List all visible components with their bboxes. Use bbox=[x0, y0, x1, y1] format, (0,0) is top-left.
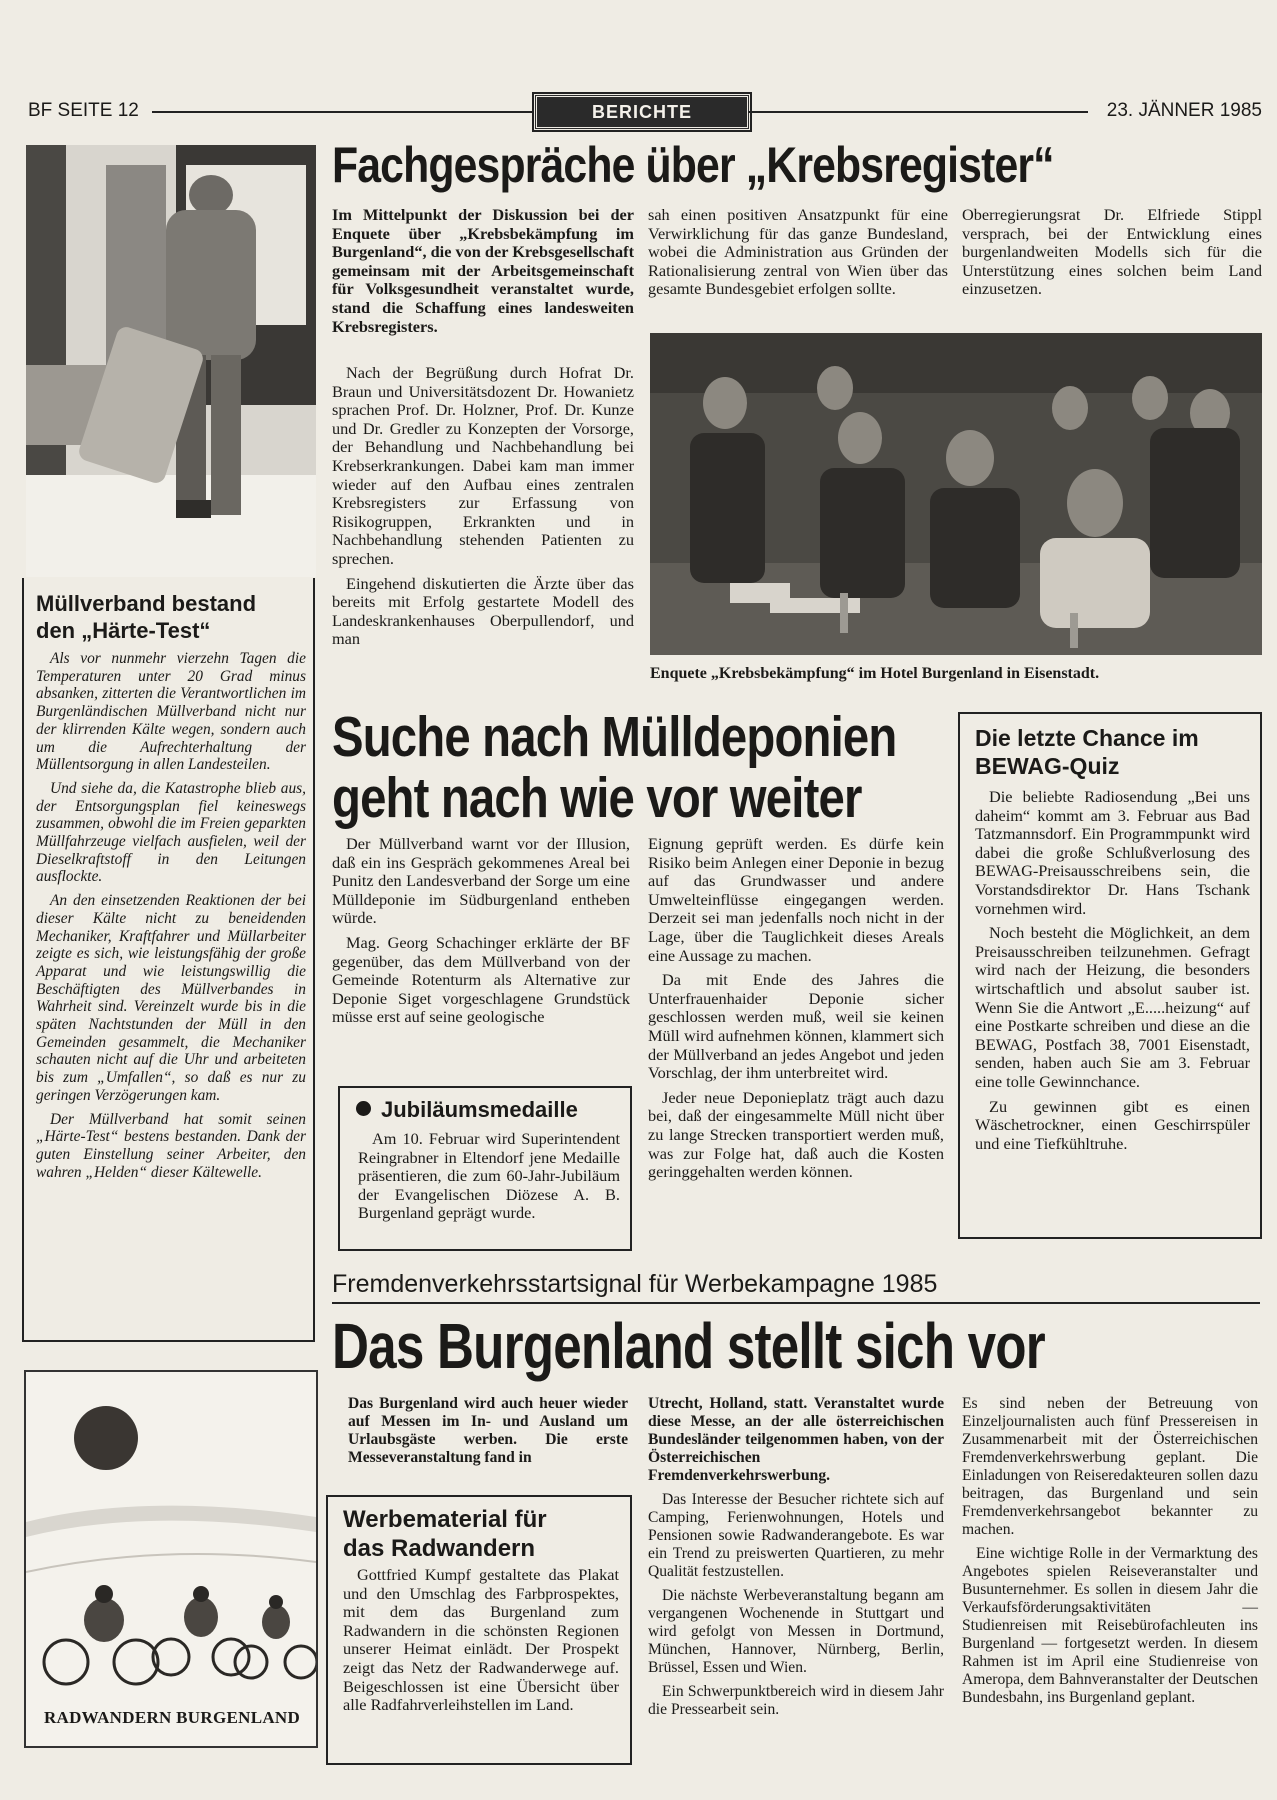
krebs-body-col3: Oberregierungsrat Dr. Elfriede Stippl versprach, bei der Entwicklung eines burgenlandweiten Modells sich für die Unterstützung eines solchen beim Land einzusetzen. bbox=[962, 205, 1262, 299]
deponie-paragraph: Mag. Georg Schachinger erklärte der BF gegenüber, das dem Müllverband von der Gemeinde Rotenturm als Alternative zur Deponie Siget vorgeschlagene Grundstück müsse erst auf seine geologische bbox=[332, 932, 630, 1027]
man-with-bin-illustration bbox=[26, 145, 316, 577]
radwandern-poster bbox=[24, 1370, 318, 1748]
muellverband-paragraph: Als vor nunmehr vierzehn Tagen die Temperaturen unter 20 Grad minus absanken, zitterten die Verantwortlichen im Burgenländischen Müllverband nicht nur der klirrenden Kälte wegen, sondern auch um die Aufrechterhaltung der Müllentsorgung in allen Landesteilen. bbox=[36, 650, 306, 774]
photo-enquete bbox=[650, 333, 1262, 655]
muellverband-headline: Müllverband bestand den „Härte-Test“ bbox=[36, 591, 257, 643]
burgenland-paragraph: Ein Schwerpunktbereich wird in diesem Jahr die Pressearbeit sein. bbox=[648, 1683, 944, 1718]
enquete-caption: Enquete „Krebsbekämpfung“ im Hotel Burgenland in Eisenstadt. bbox=[650, 665, 1100, 682]
krebs-body-col1 bbox=[332, 364, 634, 655]
deponie-paragraph: Da mit Ende des Jahres die Unterfrauenhaider Deponie sicher geschlossen werden muß, weil sie keinen Müll wird aufnehmen können, klammert sich der Müllverband an jedes Angebot und jeden Vorschlag, der ihm unterbreitet wird. bbox=[648, 970, 944, 1083]
jubilaeum-headline: Jubiläumsmedaille bbox=[381, 1097, 578, 1122]
header-rule-left bbox=[152, 111, 532, 113]
conference-audience-illustration bbox=[650, 333, 1262, 655]
page-number: BF SEITE 12 bbox=[28, 100, 139, 121]
krebs-lead: Im Mittelpunkt der Diskussion bei der Enquete über „Krebsbekämpfung im Burgenland“, die von der Krebsgesellschaft gemeinsam mit der Arbeitsgemeinschaft für Volksgesundheit veranstaltet wurde, stand die Schaffung eines landesweiten Krebsregisters. bbox=[332, 205, 634, 336]
bewag-paragraph: Zu gewinnen gibt es einen Wäschetrockner, einen Geschirrspüler und eine Tiefkühltruhe. bbox=[975, 1096, 1250, 1153]
radwandern-headline: Werbematerial für das Radwandern bbox=[343, 1506, 547, 1562]
burgenland-paragraph: Es sind neben der Betreuung von Einzeljournalisten auch fünf Pressereisen in Zusammenarbeit mit der Österreichischen Fremdenverkehrswerbung geplant. Die Einladungen von Reiseredakteuren sollen dazu beitragen, das Burgenland und sein Fremdenverkehrsangebot bekannter zu machen. bbox=[962, 1395, 1258, 1538]
issue-date: 23. JÄNNER 1985 bbox=[1106, 100, 1262, 121]
bewag-paragraph: Die beliebte Radiosendung „Bei uns daheim“ kommt am 3. Februar aus Bad Tatzmannsdorf. Ein Programmpunkt wird dabei die große Schlußverlosung des BEWAG-Preisausschreibens sein, die Vorstandsdirektor Dr. Hans Tschank vornehmen wird. bbox=[975, 787, 1250, 918]
krebs-paragraph: Eingehend diskutierten die Ärzte über das bereits mit Erfolg gestartete Modell des Landeskrankenhauses Oberpullendorf, und man bbox=[332, 573, 634, 649]
deponie-paragraph: Der Müllverband warnt vor der Illusion, daß ein ins Gespräch gekommenes Areal bei Punitz den Landesverband der Sorge um eine Mülldeponie im Südburgenland entheben würde. bbox=[332, 834, 630, 928]
burgenland-paragraph: Das Interesse der Besucher richtete sich auf Camping, Ferienwohnungen, Hotels und Pensionen sowie Radwanderangebote. Es war ein Trend zu preiswerten Quartieren, zu mehr Qualität festzustellen. bbox=[648, 1491, 944, 1580]
muellverband-paragraph: An den einsetzenden Reaktionen der bei dieser Kälte nicht zu beneidenden Mechaniker, Kraftfahrer und Müllarbeiter zeigte es sich, wie leistungsfähig der große Apparat und wie leistungswillig die Beschäftigten des Müllverbandes in Wahrheit sind. Vereinzelt wurde bis in die späten Nachtstunden der Müll in den Gemeinden gesammelt, die Mechaniker schauten nicht auf die Uhr und arbeiteten bis zum „Umfallen“, so daß es nur zu geringen Verzögerungen kam. bbox=[36, 892, 306, 1104]
muellverband-paragraph: Der Müllverband hat somit seinen „Härte-Test“ bestens bestanden. Dank der guten Einstellung seiner Arbeiter, den wahren „Helden“ dieser Kältewelle. bbox=[36, 1110, 306, 1181]
muellverband-body bbox=[36, 650, 306, 1187]
jubilaeum-body: Am 10. Februar wird Superintendent Reingrabner in Eltendorf jene Medaille präsentieren, die zum 60-Jahr-Jubiläum der Evangelischen Diözese A. B. Burgenland geprägt wurde. bbox=[358, 1129, 620, 1223]
deponie-headline-line2: geht nach wie vor weiter bbox=[332, 766, 862, 830]
burgenland-paragraph: Utrecht, Holland, statt. Veranstaltet wurde diese Messe, an der alle österreichischen Bundesländer teilgenommen haben, von der Österreichischen Fremdenverkehrswerbung. bbox=[648, 1395, 944, 1484]
bewag-headline: Die letzte Chance im BEWAG-Quiz bbox=[975, 725, 1199, 779]
burgenland-headline: Das Burgenland stellt sich vor bbox=[332, 1310, 1045, 1382]
muellverband-paragraph: Und siehe da, die Katastrophe blieb aus, der Entsorgungsplan fiel keineswegs zusammen, obwohl die im Freien geparkten Müllfahrzeuge vielfach ausfielen, weil der Dieselkraftstoff in den Leitungen ausflockte. bbox=[36, 779, 306, 886]
deponie-body-col2 bbox=[648, 835, 944, 1188]
photo-muellarbeiter bbox=[26, 145, 316, 577]
krebs-headline: Fachgespräche über „Krebsregister“ bbox=[332, 137, 1054, 193]
bewag-body bbox=[975, 788, 1250, 1159]
burgenland-body-col2 bbox=[648, 1395, 944, 1725]
burgenland-kicker: Fremdenverkehrsstartsignal für Werbekampagne 1985 bbox=[332, 1270, 938, 1298]
krebs-paragraph: Nach der Begrüßung durch Hofrat Dr. Braun und Universitätsdozent Dr. Howanietz sprachen Prof. Dr. Holzner, Prof. Dr. Kunze und Dr. Gredler zu Konzepten der Vorsorge, der Behandlung und Nachbehandlung bei Krebserkrankungen. Dabei kam man immer wieder auf den Aufbau eines zentralen Krebsregisters zur Erfassung von Risikogruppen, Erkrankten und in Nachbehandlung stehenden Patienten zu sprechen. bbox=[332, 363, 634, 568]
burgenland-paragraph: Die nächste Werbeveranstaltung begann am vergangenen Wochenende in Stuttgart und wird gefolgt von Messen in Dortmund, München, Hannover, Nürnberg, Berlin, Brüssel, Essen und Wien. bbox=[648, 1587, 944, 1676]
section-label: BERICHTE bbox=[534, 94, 750, 130]
burgenland-body-col3 bbox=[962, 1395, 1258, 1713]
krebs-body-col2: sah einen positiven Ansatzpunkt für eine Verwirklichung für das ganze Bundesland, wobei die Administration aus Gründen der Rationalisierung zentral von Wien über das gesamte Bundesgebiet erfolgen sollte. bbox=[648, 205, 948, 299]
bullet-icon bbox=[356, 1101, 371, 1116]
deponie-body-col1 bbox=[332, 835, 630, 1033]
radwandern-body: Gottfried Kumpf gestaltete das Plakat und den Umschlag des Farbprospektes, mit dem das Burgenland zum Radwandern in die schönsten Regionen unserer Heimat einlädt. Der Prospekt zeigt das Netz der Radwanderwege auf. Beigeschlossen ist eine Übersicht über alle Radfahrverleihstellen im Land. bbox=[343, 1565, 619, 1715]
jubilaeum-headline-row bbox=[356, 1097, 578, 1123]
poster-caption: RADWANDERN BURGENLAND bbox=[43, 1708, 301, 1727]
bewag-paragraph: Noch besteht die Möglichkeit, an dem Preisausschreiben teilzunehmen. Gefragt wird nach der Heizung, die besonders wirtschaftlich und absolut sauber ist. Wenn Sie die Antwort „E.....heizung“ auf eine Postkarte schreiben und diese an die BEWAG, Postfach 38, 7001 Eisenstadt, senden, haben auch Sie am 3. Februar eine tolle Gewinnchance. bbox=[975, 923, 1250, 1091]
cyclists-illustration bbox=[26, 1372, 316, 1702]
deponie-paragraph: Eignung geprüft werden. Es dürfe kein Risiko beim Anlegen einer Deponie in bezug auf das Grundwasser und andere Umwelteinflüsse eingegangen werden. Derzeit sei man jedenfalls noch nicht in der Lage, über die Tauglichkeit dieses Areals eine Aussage zu machen. bbox=[648, 834, 944, 965]
header-rule-right bbox=[748, 111, 1088, 113]
burgenland-paragraph: Eine wichtige Rolle in der Vermarktung des Angebotes spielen Reiseveranstalter und Busunternehmer. Es sollen in diesem Jahr die Verkaufsförderungsaktivitäten — Studienreisen mit Reisebürofachleuten ins Burgenland — fortgesetzt werden. In diesem Rahmen ist im April eine Studienreise von Ameropa, dem Bahnveranstalter der Deutschen Bundesbahn, ins Burgenland geplant. bbox=[962, 1545, 1258, 1706]
deponie-headline-line1: Suche nach Mülldeponien bbox=[332, 705, 897, 769]
kicker-rule bbox=[332, 1302, 1260, 1304]
burgenland-lead: Das Burgenland wird auch heuer wieder auf Messen im In- und Ausland um Urlaubsgäste werben. Die erste Messeveranstaltung fand in bbox=[348, 1395, 628, 1466]
deponie-paragraph: Jeder neue Deponieplatz trägt auch dazu bei, daß der eingesammelte Müll nicht über zu lange Strecken transportiert werden muß, was zur Folge hat, daß auch die Kosten geringgehalten werden können. bbox=[648, 1087, 944, 1182]
